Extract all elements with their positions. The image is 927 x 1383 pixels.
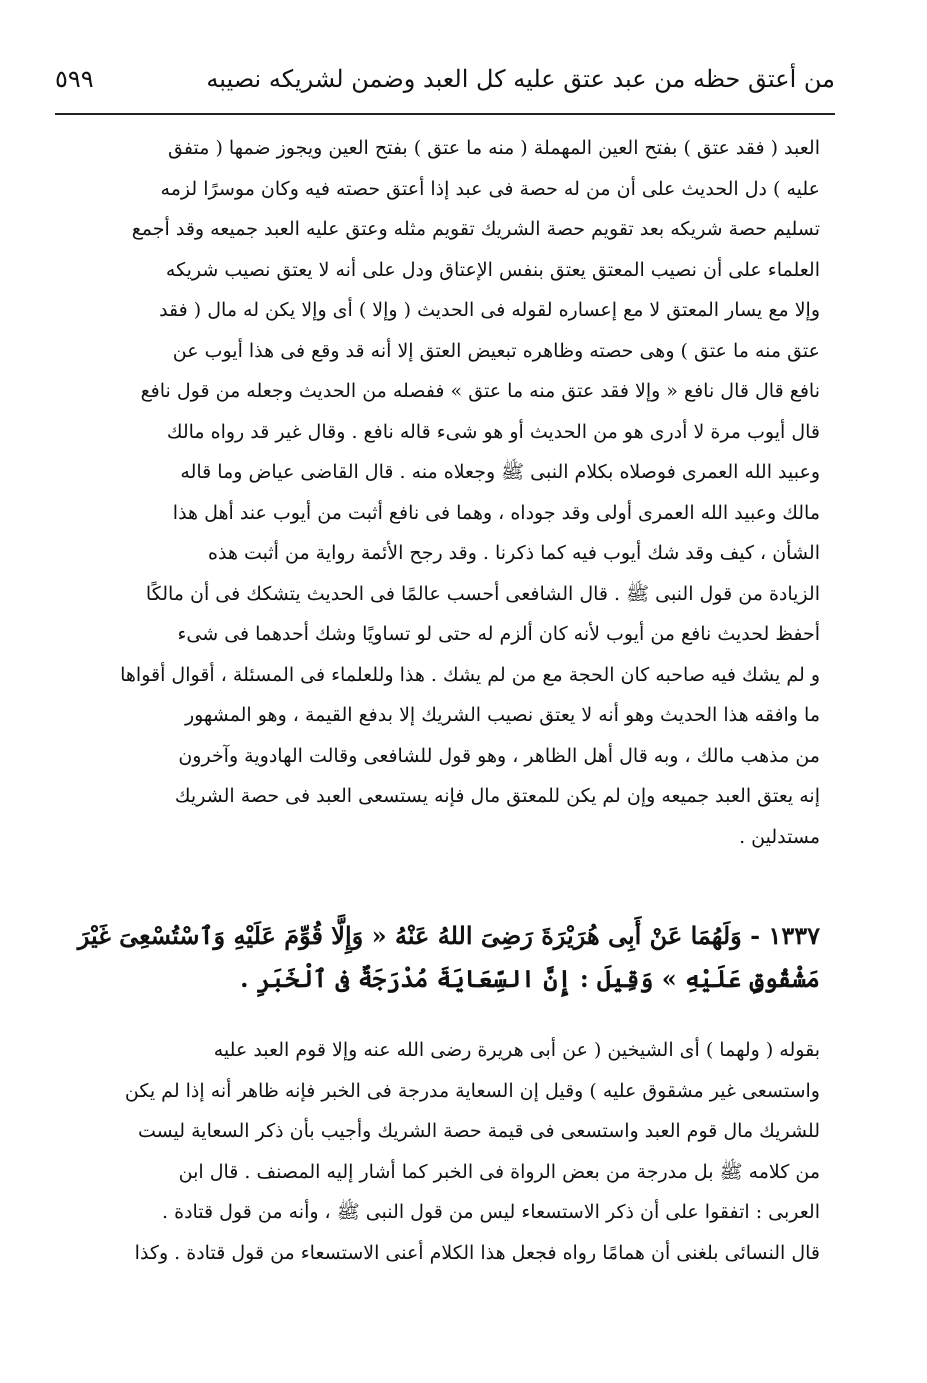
text-line: واستسعى غير مشقوق عليه ) وقيل إن السعاية مدرجة فى الخبر فإنه ظاهر أنه إذا لم يكن: [124, 1079, 820, 1102]
commentary-paragraph-1: [42, 128, 820, 857]
hadith-line: ١٣٣٧ - وَلَهُمَا عَنْ أَبِى هُرَيْرَةَ رَضِىَ اللهُ عَنْهُ « وَإِلَّا قُوِّمَ عَلَيْهِ وَٱسْتُسْعِىَ غَيْرَ: [77, 921, 820, 950]
text-line: من مذهب مالك ، وبه قال أهل الظاهر ، وهو قول للشافعى وقالت الهادوية وآخرون: [178, 744, 820, 767]
text-line: ما وافقه هذا الحديث وهو أنه لا يعتق نصيب الشريك إلا بدفع القيمة ، وهو المشهور: [184, 704, 820, 726]
text-line: مستدلين .: [739, 825, 820, 848]
text-line: العبد ( فقد عتق ) بفتح العين المهملة ( منه ما عتق ) بفتح العين ويجوز ضمها ( متفق: [168, 137, 820, 159]
text-line: و لم يشك فيه صاحبه كان الحجة مع من لم يشك . هذا وللعلماء فى المسئلة ، أقوال أقواها: [120, 663, 820, 686]
text-line: الزيادة من قول النبى ﷺ . قال الشافعى أحسب عالمًا فى الحديث يتشكك فى أن مالكًا: [145, 582, 820, 605]
commentary-paragraph-2: [42, 1030, 820, 1273]
running-title: من أعتق حظه من عبد عتق عليه كل العبد وضمن لشريكه نصيبه: [206, 65, 835, 93]
text-line: العربى : اتفقوا على أن ذكر الاستسعاء ليس من قول النبى ﷺ ، وأنه من قول قتادة .: [162, 1201, 820, 1223]
text-line: للشريك مال قوم العبد واستسعى فى قيمة حصة الشريك وأجيب بأن ذكر السعاية ليست: [137, 1120, 820, 1142]
text-line: قال أيوب مرة لا أدرى هو من الحديث أو هو شىء قاله نافع . وقال غير قد رواه مالك: [166, 420, 820, 443]
text-line: أحفظ لحديث نافع من أيوب لأنه كان ألزم له حتى لو تساويًا وشك أحدهما فى شىء: [177, 623, 820, 645]
text-line: وإلا مع يسار المعتق لا مع إعساره لقوله فى الحديث ( وإلا ) أى وإلا يكن له مال ( فقد: [159, 299, 820, 321]
text-line: عليه ) دل الحديث على أن من له حصة فى عبد إذا أعتق حصته فيه وكان موسرًا لزمه: [160, 177, 820, 200]
hadith-line: مَشْقُوقٍ عَلَيْهِ » وَقِيلَ : إِنَّ السِّعَايَةَ مُدْرَجَةٌ فى ٱلْخَبَرِ .: [240, 964, 820, 993]
page-header: [55, 58, 835, 100]
text-line: من كلامه ﷺ بل مدرجة من بعض الرواة فى الخبر كما أشار إليه المصنف . قال ابن: [178, 1160, 820, 1183]
text-line: عتق منه ما عتق ) وهى حصته وظاهره تبعيض العتق إلا أنه قد وقع فى هذا أيوب عن: [172, 339, 820, 362]
hadith-text: [42, 914, 820, 1000]
text-line: نافع قال قال نافع « وإلا فقد عتق منه ما عتق » ففصله من الحديث وجعله من قول نافع: [140, 380, 820, 402]
text-line: وعبيد الله العمرى فوصلاه بكلام النبى ﷺ وجعلاه منه . قال القاضى عياض وما قاله: [180, 461, 820, 483]
text-line: بقوله ( ولهما ) أى الشيخين ( عن أبى هريرة رضى الله عنه وإلا قوم العبد عليه: [213, 1039, 820, 1061]
header-rule: [55, 113, 835, 115]
page-number: ٥٩٩: [55, 65, 94, 93]
text-line: العلماء على أن نصيب المعتق يعتق بنفس الإعتاق ودل على أنه لا يعتق نصيب شريكه: [165, 258, 820, 281]
text-line: قال النسائى بلغنى أن همامًا رواه فجعل هذا الكلام أعنى الاستسعاء من قول قتادة . وكذا: [134, 1241, 820, 1264]
text-line: الشأن ، كيف وقد شك أيوب فيه كما ذكرنا . وقد رجح الأئمة رواية من أثبت هذه: [208, 542, 820, 564]
text-line: تسليم حصة شريكه بعد تقويم حصة الشريك تقويم مثله وعتق عليه العبد جميعه وقد أجمع: [131, 218, 820, 240]
text-line: مالك وعبيد الله العمرى أولى وقد جوداه ، وهما فى نافع أثبت من أيوب عند أهل هذا: [172, 501, 820, 524]
text-line: إنه يعتق العبد جميعه وإن لم يكن للمعتق مال فإنه يستسعى العبد فى حصة الشريك: [174, 785, 820, 807]
